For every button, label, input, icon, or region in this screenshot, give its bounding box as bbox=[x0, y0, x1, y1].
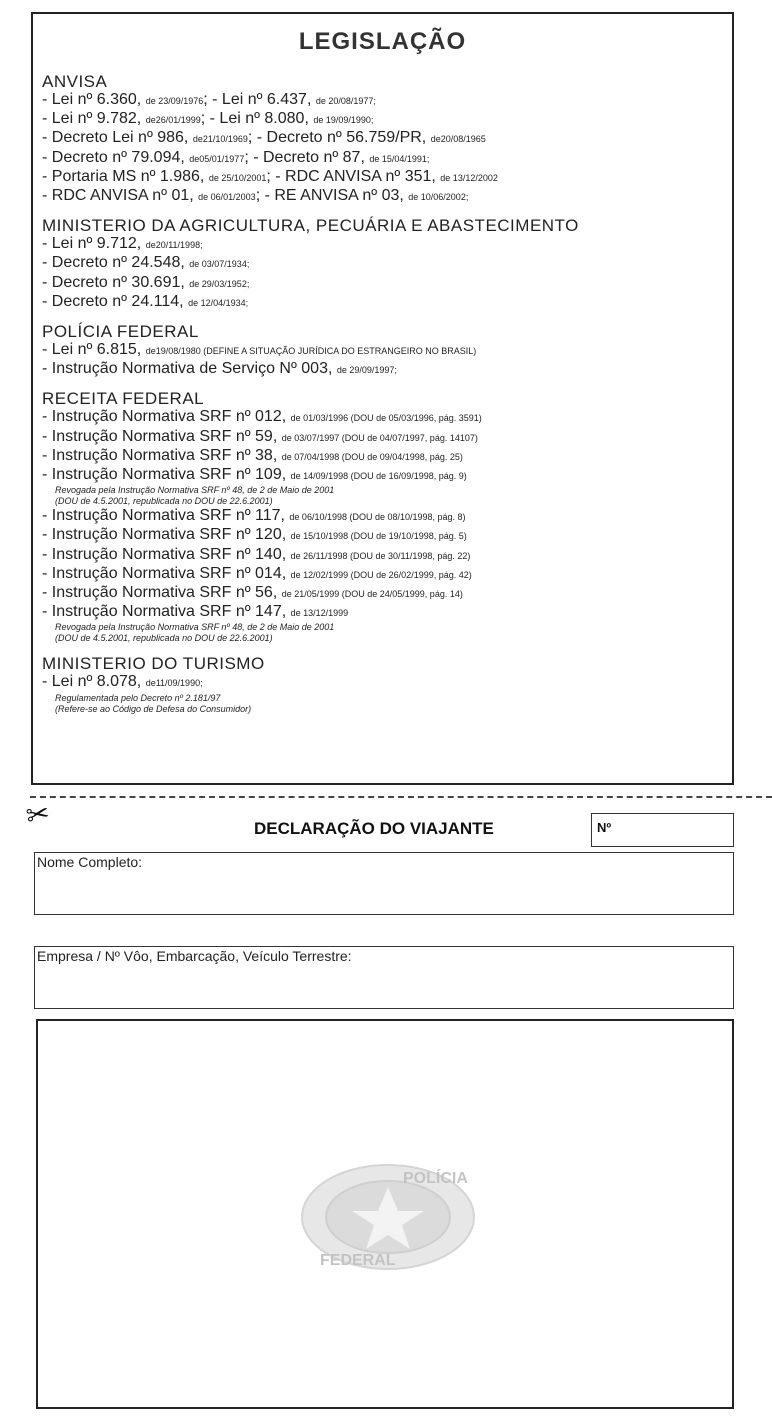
declaration-title: DECLARAÇÃO DO VIAJANTE bbox=[254, 819, 494, 838]
legislation-date: de 20/08/1977; bbox=[315, 96, 376, 106]
section-heading: POLÍCIA FEDERAL bbox=[42, 322, 199, 342]
legislation-ref: - Decreto Lei nº 986, bbox=[42, 129, 193, 147]
legislation-item bbox=[42, 447, 728, 466]
legislation-ref: - Instrução Normativa SRF nº 120, bbox=[42, 526, 291, 544]
company-flight-field[interactable] bbox=[34, 946, 734, 1009]
legislation-date: de 29/09/1997; bbox=[336, 365, 397, 376]
legislation-item bbox=[42, 254, 728, 273]
legislation-item bbox=[42, 293, 728, 312]
legislation-item bbox=[42, 565, 728, 584]
legislation-item bbox=[42, 110, 728, 129]
legislation-date: de 03/07/1934; bbox=[189, 259, 250, 270]
legislation-date: de 21/05/1999 (DOU de 24/05/1999, pág. 14) bbox=[281, 589, 463, 600]
legislation-date: de19/08/1980 (DEFINE A SITUAÇÃO JURÍDICA DO ESTRANGEIRO NO BRASIL) bbox=[145, 346, 477, 357]
legislation-ref: ; - RE ANVISA nº 03, bbox=[255, 187, 409, 205]
legislation-ref: - Decreto nº 24.114, bbox=[42, 292, 189, 310]
legislation-item bbox=[42, 91, 728, 110]
legislation-date: de 23/09/1976 bbox=[145, 96, 204, 106]
full-name-field[interactable] bbox=[34, 852, 734, 915]
legislation-note: (DOU de 4.5.2001, republicada no DOU de 22.6.2001) bbox=[55, 496, 273, 507]
legislation-item bbox=[42, 360, 728, 379]
legislation-date: de 14/09/1998 (DOU de 16/09/1998, pág. 9) bbox=[290, 471, 467, 482]
legislation-item bbox=[42, 584, 728, 603]
legislation-item bbox=[42, 673, 728, 692]
legislation-ref: - Portaria MS nº 1.986, bbox=[42, 167, 209, 185]
legislation-note: (Refere-se ao Código de Defesa do Consumidor) bbox=[55, 703, 252, 714]
legislation-ref: - Instrução Normativa SRF nº 109, bbox=[42, 466, 291, 484]
legislation-ref: - Decreto nº 30.691, bbox=[42, 273, 190, 291]
legislation-title: LEGISLAÇÃO bbox=[298, 28, 467, 55]
legislation-date: de 25/10/2001 bbox=[208, 172, 267, 183]
legislation-date: de26/01/1999 bbox=[145, 115, 201, 126]
legislation-date: de 15/10/1998 (DOU de 19/10/1998, pág. 5) bbox=[290, 531, 467, 542]
legislation-ref: - Lei nº 9.712, bbox=[42, 235, 146, 253]
section-heading: ANVISA bbox=[42, 72, 108, 91]
scissors-icon: ✂ bbox=[23, 797, 52, 832]
legislation-date: de11/09/1990; bbox=[145, 678, 203, 689]
legislation-date: de20/08/1965 bbox=[430, 134, 486, 145]
police-seal-watermark bbox=[298, 1161, 478, 1273]
legislation-note: (DOU de 4.5.2001, republicada no DOU de 22.6.2001) bbox=[55, 633, 273, 644]
legislation-note: Regulamentada pelo Decreto nº 2.181/97 bbox=[55, 692, 221, 703]
legislation-content bbox=[42, 72, 728, 725]
legislation-ref: - Instrução Normativa SRF nº 147, bbox=[42, 603, 291, 621]
legislation-date: de 29/03/1952; bbox=[189, 278, 250, 289]
legislation-ref: - Instrução Normativa SRF nº 117, bbox=[42, 507, 290, 525]
legislation-item bbox=[42, 546, 728, 565]
legislation-item bbox=[42, 129, 728, 148]
legislation-date: de 19/09/1990; bbox=[313, 115, 374, 126]
legislation-item bbox=[42, 341, 728, 360]
photo-area bbox=[36, 1019, 734, 1409]
legislation-section bbox=[42, 389, 728, 644]
legislation-date: de 10/06/2002; bbox=[408, 192, 469, 203]
legislation-item bbox=[42, 187, 728, 206]
legislation-date: de 12/04/1934; bbox=[188, 297, 249, 308]
legislation-ref: - Lei nº 9.782, bbox=[42, 110, 146, 128]
legislation-date: de05/01/1977 bbox=[189, 153, 245, 164]
legislation-date: de 15/04/1991; bbox=[369, 153, 430, 164]
legislation-box bbox=[31, 12, 734, 785]
section-heading: MINISTERIO DO TURISMO bbox=[42, 654, 265, 674]
legislation-item bbox=[42, 168, 728, 187]
legislation-item bbox=[42, 507, 728, 526]
legislation-ref: - Lei nº 8.078, bbox=[42, 673, 146, 691]
legislation-item bbox=[42, 466, 728, 485]
legislation-date: de21/10/1969 bbox=[192, 134, 248, 145]
legislation-ref: - Instrução Normativa SRF nº 014, bbox=[42, 564, 291, 582]
legislation-item bbox=[42, 526, 728, 545]
legislation-ref: - Instrução Normativa SRF nº 59, bbox=[42, 427, 282, 445]
legislation-date: de20/11/1998; bbox=[145, 240, 203, 251]
legislation-ref: - Decreto nº 79.094, bbox=[42, 148, 190, 166]
legislation-ref: - RDC ANVISA nº 01, bbox=[42, 187, 199, 205]
cut-line bbox=[30, 796, 772, 798]
legislation-date: de 01/03/1996 (DOU de 05/03/1996, pág. 3591) bbox=[290, 413, 482, 424]
legislation-section bbox=[42, 322, 728, 379]
legislation-item bbox=[42, 149, 728, 168]
legislation-ref: ; - Decreto nº 56.759/PR, bbox=[247, 129, 431, 147]
legislation-ref: - Instrução Normativa SRF nº 140, bbox=[42, 545, 291, 563]
legislation-date: de 06/01/2003 bbox=[198, 192, 256, 203]
legislation-date: de 03/07/1997 (DOU de 04/07/1997, pág. 14107) bbox=[281, 432, 478, 443]
legislation-date: de 13/12/2002 bbox=[440, 172, 498, 183]
seal-text-bottom: FEDERAL bbox=[320, 1252, 396, 1269]
legislation-item bbox=[42, 274, 728, 293]
number-label: Nº bbox=[597, 820, 612, 835]
legislation-ref: - Instrução Normativa SRF nº 38, bbox=[42, 446, 282, 464]
legislation-ref: - Instrução Normativa SRF nº 56, bbox=[42, 584, 282, 602]
legislation-note: Revogada pela Instrução Normativa SRF nº 48, de 2 de Maio de 2001 bbox=[55, 485, 335, 496]
legislation-ref: - Lei nº 6.815, bbox=[42, 341, 146, 359]
legislation-ref: ; - Lei nº 8.080, bbox=[200, 110, 314, 128]
legislation-item bbox=[42, 235, 728, 254]
seal-text-top: POLÍCIA bbox=[403, 1170, 468, 1187]
legislation-ref: - Instrução Normativa de Serviço Nº 003, bbox=[42, 360, 337, 378]
legislation-section bbox=[42, 654, 728, 714]
legislation-ref: - Decreto nº 24.548, bbox=[42, 254, 190, 272]
legislation-note: Revogada pela Instrução Normativa SRF nº 48, de 2 de Maio de 2001 bbox=[55, 622, 335, 633]
legislation-ref: - Instrução Normativa SRF nº 012, bbox=[42, 408, 291, 426]
legislation-date: de 13/12/1999 bbox=[290, 608, 349, 619]
legislation-item bbox=[42, 428, 728, 447]
legislation-date: de 26/11/1998 (DOU de 30/11/1998, pág. 22) bbox=[290, 550, 471, 561]
legislation-section bbox=[42, 72, 728, 206]
legislation-section bbox=[42, 216, 728, 312]
legislation-ref: - Lei nº 6.360, bbox=[42, 91, 146, 108]
declaration-number-field[interactable] bbox=[591, 813, 734, 847]
legislation-date: de 07/04/1998 (DOU de 09/04/1998, pág. 25) bbox=[281, 451, 463, 462]
legislation-date: de 12/02/1999 (DOU de 26/02/1999, pág. 42) bbox=[290, 569, 472, 580]
legislation-item bbox=[42, 603, 728, 622]
full-name-label: Nome Completo: bbox=[37, 854, 143, 870]
section-heading: MINISTERIO DA AGRICULTURA, PECUÁRIA E ABASTECIMENTO bbox=[42, 216, 579, 236]
section-heading: RECEITA FEDERAL bbox=[42, 389, 205, 409]
legislation-ref: ; - RDC ANVISA nº 351, bbox=[266, 167, 441, 185]
legislation-item bbox=[42, 408, 728, 427]
legislation-ref: ; - Decreto nº 87, bbox=[244, 148, 370, 166]
company-flight-label: Empresa / Nº Vôo, Embarcação, Veículo Terrestre: bbox=[37, 948, 352, 964]
legislation-date: de 06/10/1998 (DOU de 08/10/1998, pág. 8) bbox=[289, 512, 466, 523]
legislation-ref: ; - Lei nº 6.437, bbox=[203, 91, 316, 108]
